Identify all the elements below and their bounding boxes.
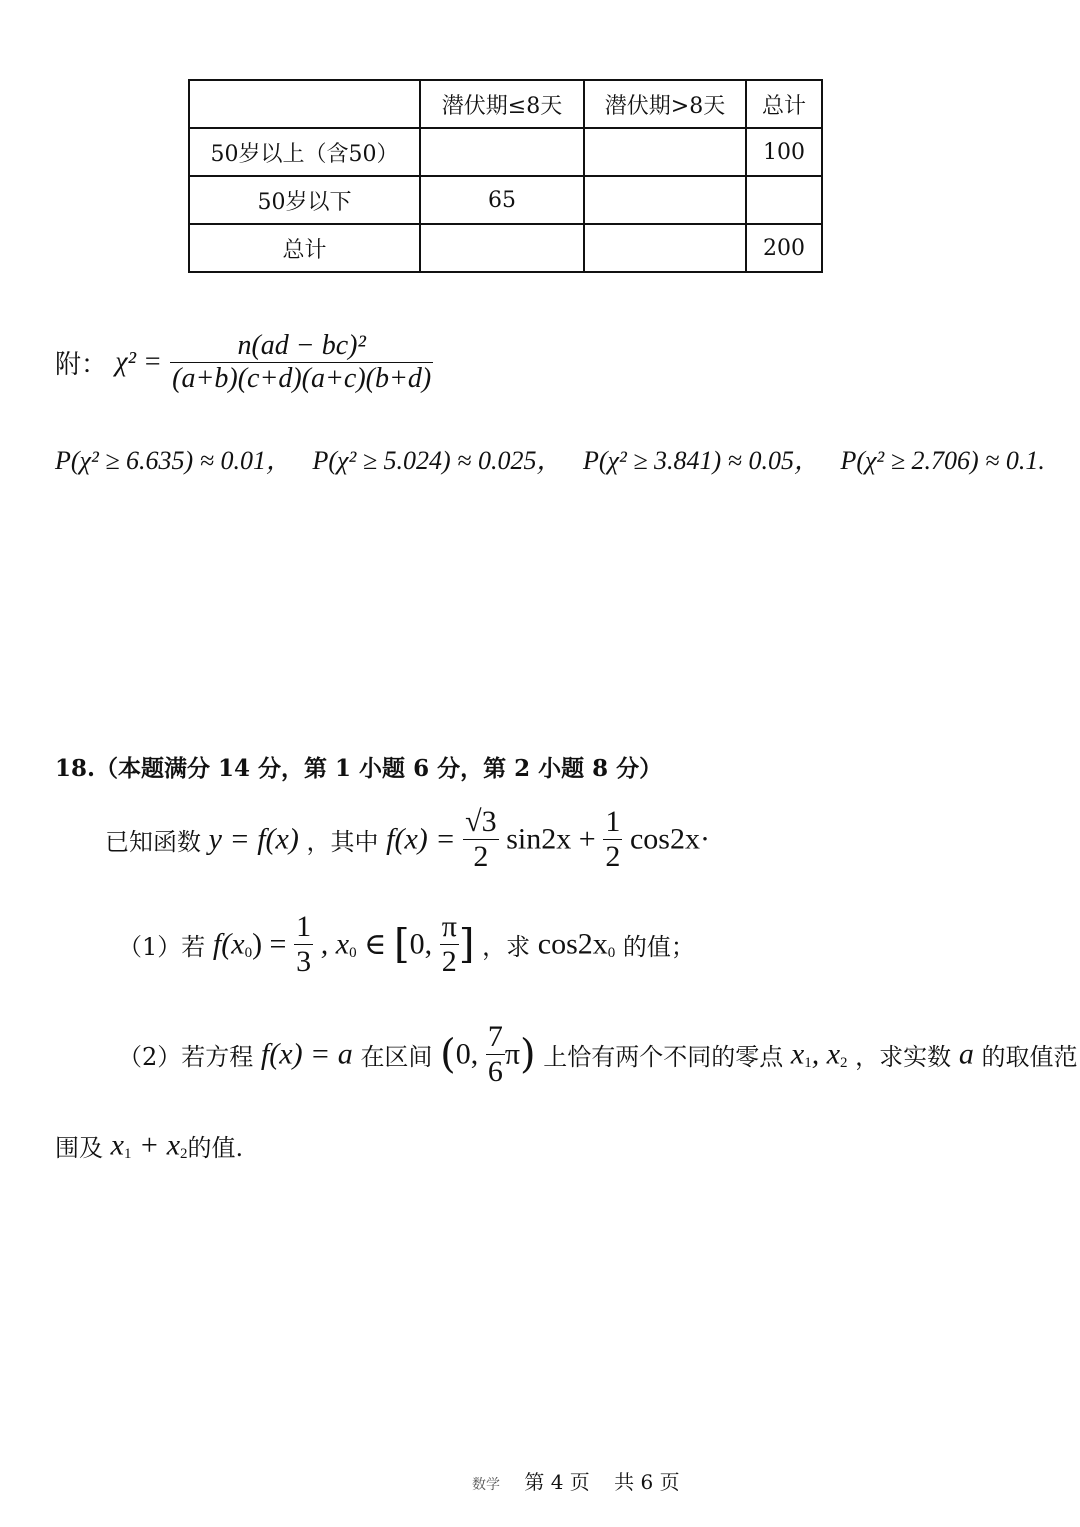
- page-total: 共 6 页: [614, 1470, 680, 1494]
- probability-item: P(χ² ≥ 6.635) ≈ 0.01，: [55, 446, 292, 475]
- table-cell: [584, 176, 746, 224]
- fraction-sqrt3-over-2: [463, 805, 498, 874]
- fraction-seven-sixths: [486, 1020, 505, 1089]
- table-cell: 65: [420, 176, 584, 224]
- probability-item: P(χ² ≥ 2.706) ≈ 0.1.: [840, 446, 1045, 475]
- denominator: 3: [296, 945, 312, 978]
- part2-after: 上恰有两个不同的零点: [543, 1043, 784, 1071]
- denominator: 2: [473, 840, 489, 873]
- sum-x1: x: [110, 1128, 124, 1162]
- contingency-table: [188, 79, 823, 273]
- part1-in: ∈: [356, 928, 387, 961]
- fraction-one-half: [603, 805, 622, 874]
- question-header: [55, 750, 662, 783]
- function-definition: [105, 805, 710, 874]
- sin-term: sin2x +: [506, 822, 596, 856]
- table-row: [189, 224, 822, 272]
- part2-mid: 在区间: [360, 1043, 433, 1071]
- question-points: （本题满分 14 分，第 1 小题 6 分，第 2 小题 8 分）: [95, 755, 663, 782]
- table-header-cell: [189, 80, 420, 128]
- numerator: 1: [605, 805, 621, 838]
- part-2: [118, 1020, 1077, 1089]
- part2-x1-sub: 1: [804, 1055, 812, 1071]
- page-number: 第 4 页: [524, 1470, 590, 1494]
- probability-list: [55, 440, 1045, 477]
- table-header-row: [189, 80, 822, 128]
- probability-item: P(χ² ≥ 3.841) ≈ 0.05，: [582, 446, 820, 475]
- table-cell: [420, 128, 584, 176]
- question-number: 18.: [55, 755, 96, 782]
- part1-ask: ，求: [482, 933, 531, 961]
- footer-smudge: 数学: [472, 1477, 500, 1493]
- part2-x1: x: [790, 1037, 805, 1071]
- part1-x0: , x: [320, 927, 350, 961]
- sum-x2-sub: 2: [180, 1146, 188, 1162]
- part2-end: 的值.: [187, 1134, 244, 1162]
- appendix-label: 附：: [55, 350, 108, 380]
- table-header-cell: 潜伏期≤8天: [420, 80, 584, 128]
- denominator: 6: [487, 1055, 503, 1088]
- table-cell: 50岁以下: [189, 176, 420, 224]
- part2-ask: ，求实数: [855, 1043, 952, 1071]
- left-paren-icon: (: [440, 1031, 456, 1078]
- table-cell: [584, 224, 746, 272]
- numerator: 1: [296, 910, 312, 943]
- intro-func: y = f(x): [208, 822, 299, 856]
- part2-line2: 围及: [55, 1134, 103, 1162]
- denominator: 2: [605, 840, 621, 873]
- part-1: [118, 910, 695, 979]
- numerator: √3: [465, 805, 497, 838]
- numerator: π: [441, 910, 457, 943]
- cos-term: cos2x·: [629, 822, 710, 856]
- part1-cos: cos2x: [537, 927, 608, 961]
- formula-numerator: n(ad − bc)²: [170, 330, 433, 363]
- part1-label: （1）若: [118, 933, 206, 961]
- table-header-cell: 总计: [746, 80, 822, 128]
- formula-lhs: χ² =: [115, 346, 162, 378]
- probability-item: P(χ² ≥ 5.024) ≈ 0.025，: [312, 446, 563, 475]
- intro-mid: ，其中: [306, 828, 379, 856]
- interval-start: 0,: [409, 927, 433, 961]
- right-bracket-icon: ]: [458, 921, 475, 968]
- part2-eq: f(x) = a: [260, 1037, 353, 1071]
- table-cell: [584, 128, 746, 176]
- numerator: 7: [487, 1020, 503, 1053]
- table-cell: [420, 224, 584, 272]
- part1-tail: 的值；: [622, 933, 695, 961]
- part2-x2-sub: 2: [840, 1055, 848, 1071]
- table-row: [189, 176, 822, 224]
- table-cell: 50岁以上（含50）: [189, 128, 420, 176]
- table-header-cell: 潜伏期>8天: [584, 80, 746, 128]
- f-lhs: f(x) =: [386, 822, 456, 856]
- table-cell: [746, 176, 822, 224]
- formula-denominator: (a+b)(c+d)(a+c)(b+d): [172, 363, 432, 394]
- table-cell: 100: [746, 128, 822, 176]
- part2-zero: 0,: [455, 1037, 479, 1071]
- part2-x2: , x: [811, 1037, 841, 1071]
- denominator: 2: [441, 945, 457, 978]
- sum-x1-sub: 1: [123, 1146, 132, 1162]
- part2-pi: π: [504, 1037, 520, 1071]
- intro-text: 已知函数: [105, 828, 201, 856]
- formula-fraction: [170, 330, 433, 395]
- left-bracket-icon: [: [393, 921, 410, 968]
- part2-label: （2）若方程: [118, 1043, 254, 1071]
- part1-f: f(x: [212, 927, 245, 961]
- part2-a: a: [958, 1037, 974, 1071]
- right-paren-icon: ): [519, 1031, 536, 1078]
- fraction-pi-over-2: [440, 910, 459, 979]
- table-cell: 200: [746, 224, 822, 272]
- table-row: [189, 128, 822, 176]
- part1-close: ) =: [252, 927, 287, 961]
- part2-tail: 的取值范: [981, 1043, 1078, 1071]
- sum-x2: + x: [131, 1128, 181, 1162]
- part-2-continued: [55, 1128, 243, 1163]
- chi-square-formula: [55, 330, 433, 395]
- fraction-one-third: [294, 910, 313, 979]
- page-footer: [472, 1466, 680, 1495]
- part1-cos-sub: 0: [607, 945, 616, 961]
- part1-sub0: 0: [244, 945, 253, 961]
- table-cell: 总计: [189, 224, 420, 272]
- part1-x0-sub: 0: [349, 945, 357, 961]
